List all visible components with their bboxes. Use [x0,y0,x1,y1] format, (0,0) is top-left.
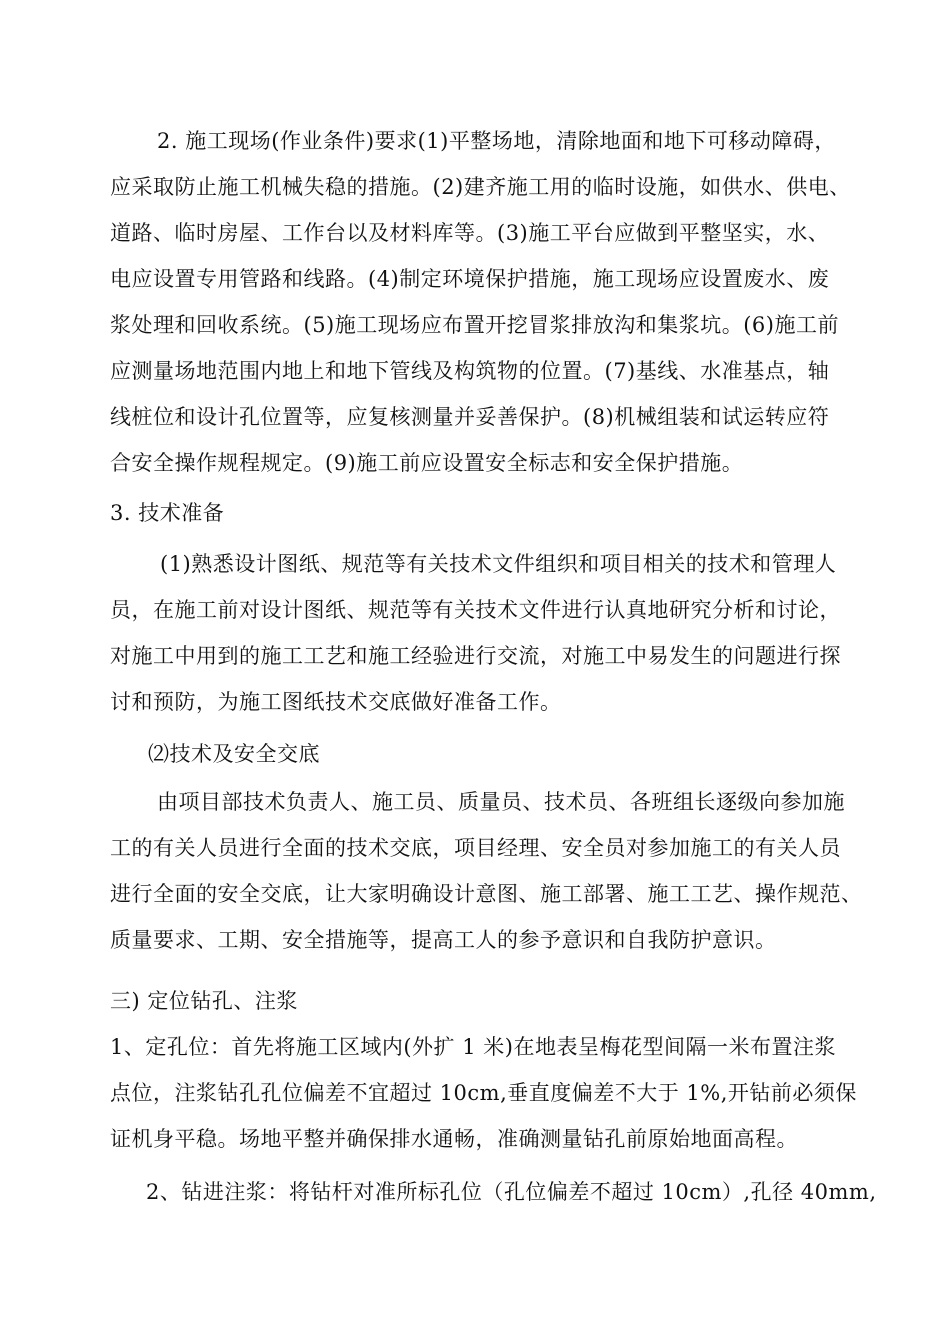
paragraph-line: 2. 施工现场(作业条件)要求(1)平整场地，清除地面和地下可移动障碍， [157,129,836,153]
paragraph-line: 电应设置专用管路和线路。(4)制定环境保护措施，施工现场应设置废水、废 [110,267,830,291]
paragraph-line: 员，在施工前对设计图纸、规范等有关技术文件进行认真地研究分析和讨论， [110,598,841,622]
paragraph-line: 2、钻进注浆：将钻杆对准所标孔位（孔位偏差不超过 10cm）,孔径 40mm, [146,1180,877,1204]
paragraph-line: 证机身平稳。场地平整并确保排水通畅，准确测量钻孔前原始地面高程。 [110,1127,798,1151]
paragraph-line: 浆处理和回收系统。(5)施工现场应布置开挖冒浆排放沟和集浆坑。(6)施工前 [110,313,839,337]
paragraph-line: 由项目部技术负责人、施工员、质量员、技术员、各班组长逐级向参加施 [157,790,845,814]
paragraph-line: 进行全面的安全交底，让大家明确设计意图、施工部署、施工工艺、操作规范、 [110,882,863,906]
paragraph-line: 应测量场地范围内地上和地下管线及构筑物的位置。(7)基线、水准基点，轴 [110,359,830,383]
paragraph-line: 道路、临时房屋、工作台以及材料库等。(3)施工平台应做到平整坚实，水、 [110,221,830,245]
paragraph-line: (1)熟悉设计图纸、规范等有关技术文件组织和项目相关的技术和管理人 [160,552,837,576]
section-heading: 三) 定位钻孔、注浆 [110,989,298,1013]
subsection-heading: ⑵技术及安全交底 [148,742,320,766]
paragraph-line: 对施工中用到的施工工艺和施工经验进行交流，对施工中易发生的问题进行探 [110,644,841,668]
paragraph-line: 质量要求、工期、安全措施等，提高工人的参予意识和自我防护意识。 [110,928,777,952]
paragraph-line: 点位，注浆钻孔孔位偏差不宜超过 10cm,垂直度偏差不大于 1%,开钻前必须保 [110,1081,857,1105]
paragraph-line: 工的有关人员进行全面的技术交底，项目经理、安全员对参加施工的有关人员 [110,836,841,860]
section-heading: 3. 技术准备 [110,501,225,525]
paragraph-line: 线桩位和设计孔位置等，应复核测量并妥善保护。(8)机械组装和试运转应符 [110,405,830,429]
paragraph-line: 应采取防止施工机械失稳的措施。(2)建齐施工用的临时设施，如供水、供电、 [110,175,851,199]
paragraph-line: 讨和预防，为施工图纸技术交底做好准备工作。 [110,690,562,714]
paragraph-line: 合安全操作规程规定。(9)施工前应设置安全标志和安全保护措施。 [110,451,744,475]
paragraph-line: 1、定孔位：首先将施工区域内(外扩 1 米)在地表呈梅花型间隔一米布置注浆 [110,1035,836,1059]
